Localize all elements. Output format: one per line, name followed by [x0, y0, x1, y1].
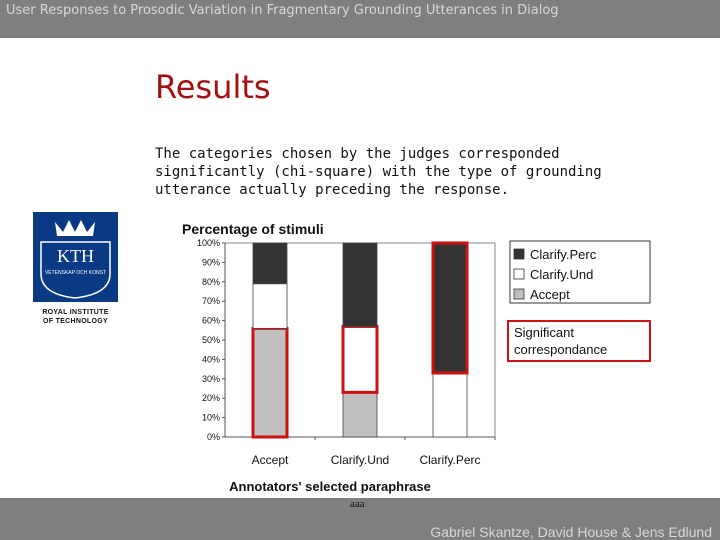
bar-clarify-perc-clarify-und [433, 373, 467, 437]
logo-caption-line2: OF TECHNOLOGY [43, 318, 108, 325]
bar-clarify-und-clarify-perc [343, 243, 377, 326]
top-bar [0, 0, 720, 38]
y-tick-label: 30% [201, 373, 220, 384]
legend-swatch-clarify-und [514, 269, 524, 279]
slide-body-text: The categories chosen by the judges corresponded significantly (chi-square) with the type of grounding utterance actually preceding the response. [155, 146, 602, 198]
bottom-bar [0, 498, 720, 540]
legend-label-accept: Accept [530, 287, 570, 302]
kth-logo [33, 212, 118, 302]
presentation-title: User Responses to Prosodic Variation in Fragmentary Grounding Utterances in Dialog [6, 3, 559, 18]
chart-title: Percentage of stimuli [182, 221, 324, 237]
slide-heading: Results [155, 68, 271, 106]
legend-label-clarify-perc: Clarify.Perc [530, 247, 597, 262]
annotation-line1: Significant [514, 325, 574, 340]
bar-clarify-und-clarify-und [343, 326, 377, 392]
y-tick-label: 70% [201, 296, 220, 307]
logo-caption [33, 308, 118, 326]
x-tick-label: Clarify.Perc [419, 453, 481, 467]
y-tick-label: 50% [201, 335, 220, 345]
kth-crest-icon [33, 212, 118, 302]
logo-motto: VETENSKAP OCH KONST [44, 270, 107, 276]
bar-accept-accept [253, 328, 287, 437]
y-tick-label: 80% [201, 276, 220, 287]
legend-label-clarify-und: Clarify.Und [530, 267, 594, 282]
y-tick-label: 10% [201, 412, 220, 423]
stacked-bar-chart [150, 215, 670, 515]
x-tick-label: Clarify.Und [330, 453, 390, 467]
bar-accept-clarify-perc [253, 243, 287, 284]
x-axis-title: Annotators' selected paraphrase [229, 479, 431, 494]
y-tick-label: 20% [201, 393, 220, 404]
y-tick-label: 0% [206, 432, 220, 442]
logo-wordmark: KTH [57, 246, 94, 266]
legend-swatch-accept [514, 289, 524, 299]
annotation-line2: correspondance [514, 342, 608, 357]
bar-clarify-perc-clarify-perc [433, 243, 467, 373]
y-tick-label: 60% [201, 315, 220, 326]
footer-small-text: aaa [350, 498, 365, 510]
y-tick-label: 90% [201, 257, 220, 268]
bar-accept-clarify-und [253, 284, 287, 329]
y-tick-label: 100% [196, 238, 220, 248]
y-tick-label: 40% [201, 354, 220, 365]
bar-clarify-und-accept [343, 392, 377, 437]
legend-swatch-clarify-perc [514, 249, 524, 259]
logo-caption-line1: ROYAL INSTITUTE [42, 309, 109, 316]
x-tick-label: Accept [251, 453, 289, 467]
footer-authors: Gabriel Skantze, David House & Jens Edlund [430, 524, 712, 540]
